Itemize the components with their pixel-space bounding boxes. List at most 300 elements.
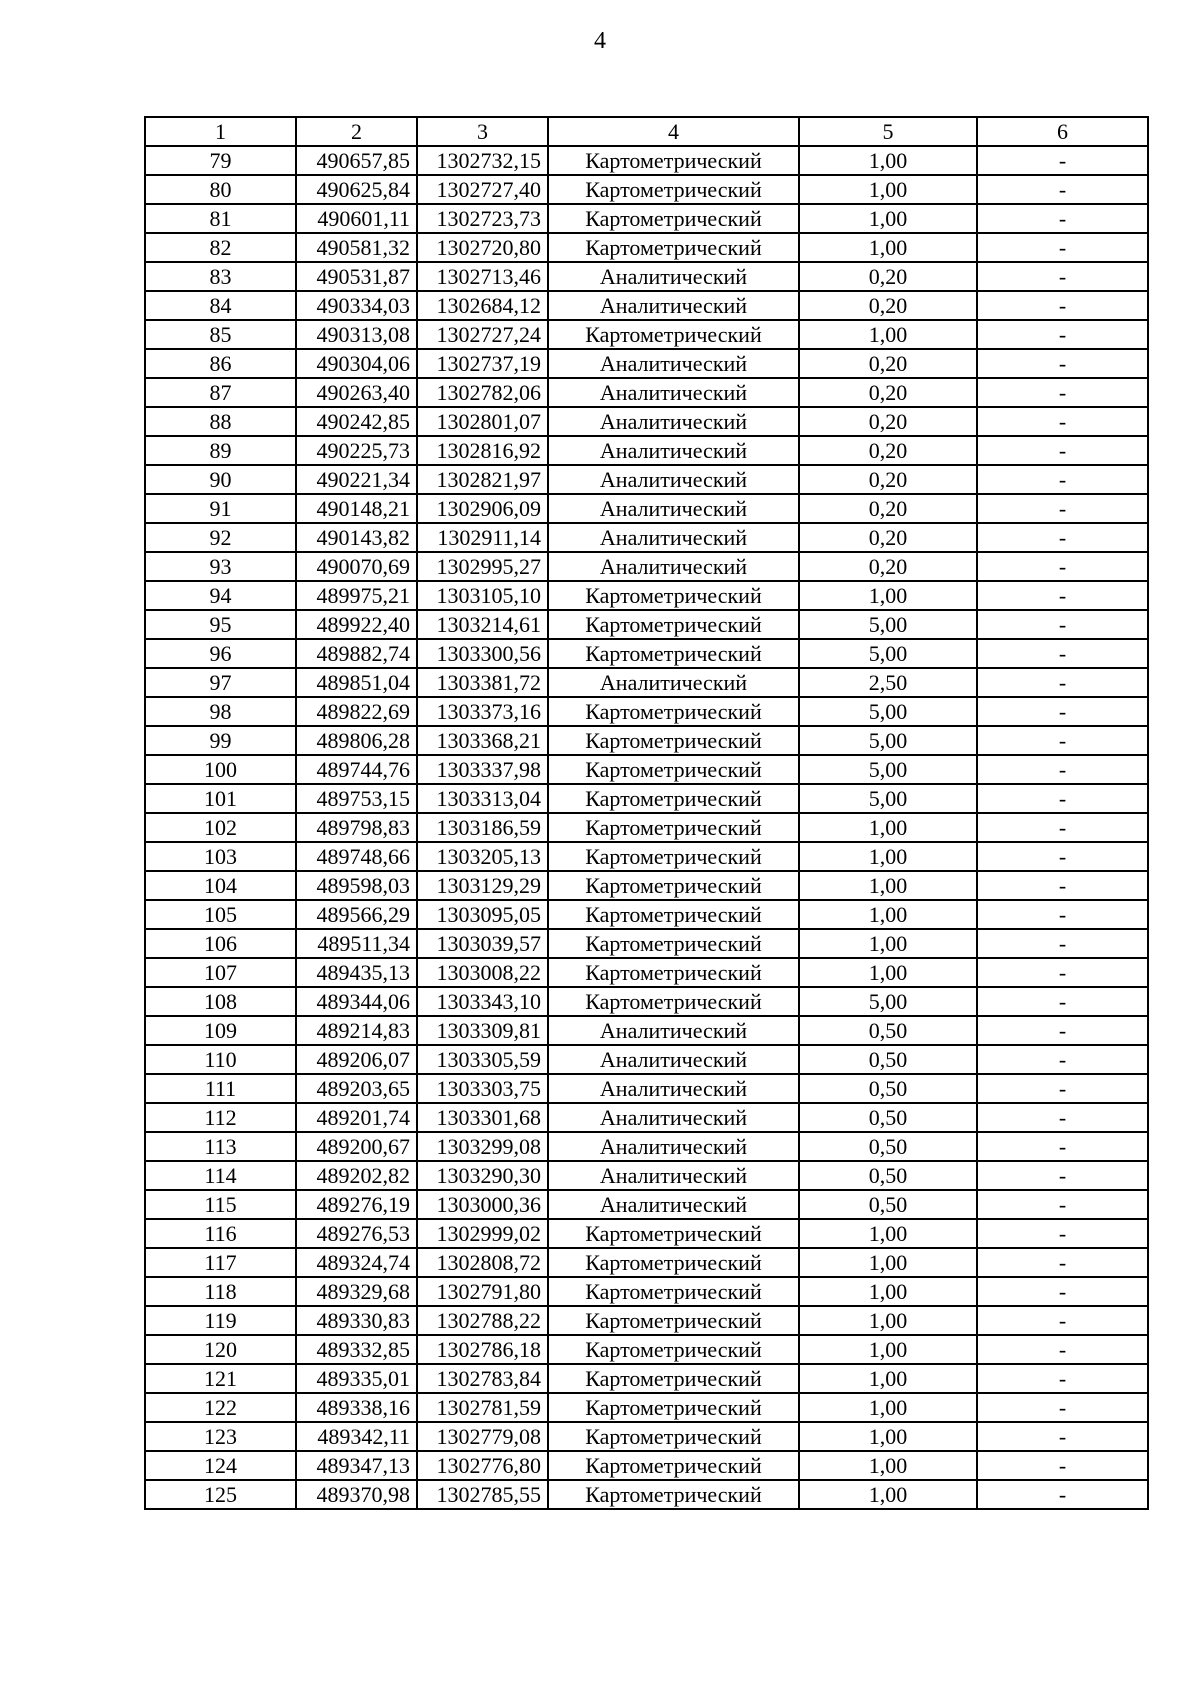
accuracy-cell: 1,00 <box>799 233 977 262</box>
description-cell: - <box>977 1219 1148 1248</box>
method-cell: Аналитический <box>548 378 799 407</box>
table-row <box>145 610 1148 639</box>
point-number-cell: 109 <box>145 1016 296 1045</box>
table-row <box>145 1248 1148 1277</box>
y-coordinate-cell: 1302995,27 <box>417 552 548 581</box>
method-cell: Картометрический <box>548 1451 799 1480</box>
method-cell: Аналитический <box>548 668 799 697</box>
accuracy-cell: 1,00 <box>799 871 977 900</box>
y-coordinate-cell: 1303305,59 <box>417 1045 548 1074</box>
y-coordinate-cell: 1303303,75 <box>417 1074 548 1103</box>
accuracy-cell: 1,00 <box>799 1451 977 1480</box>
table-row <box>145 813 1148 842</box>
table-row <box>145 755 1148 784</box>
y-coordinate-cell: 1303290,30 <box>417 1161 548 1190</box>
y-coordinate-cell: 1302779,08 <box>417 1422 548 1451</box>
description-cell: - <box>977 1248 1148 1277</box>
y-coordinate-cell: 1303309,81 <box>417 1016 548 1045</box>
y-coordinate-cell: 1302720,80 <box>417 233 548 262</box>
point-number-cell: 84 <box>145 291 296 320</box>
description-cell: - <box>977 958 1148 987</box>
y-coordinate-cell: 1302737,19 <box>417 349 548 378</box>
y-coordinate-cell: 1302808,72 <box>417 1248 548 1277</box>
method-cell: Картометрический <box>548 958 799 987</box>
y-coordinate-cell: 1303095,05 <box>417 900 548 929</box>
table-row <box>145 1480 1148 1509</box>
method-cell: Картометрический <box>548 784 799 813</box>
method-cell: Аналитический <box>548 1074 799 1103</box>
point-number-cell: 86 <box>145 349 296 378</box>
accuracy-cell: 5,00 <box>799 755 977 784</box>
y-coordinate-cell: 1302782,06 <box>417 378 548 407</box>
point-number-cell: 120 <box>145 1335 296 1364</box>
description-cell: - <box>977 1393 1148 1422</box>
table-row <box>145 233 1148 262</box>
method-cell: Картометрический <box>548 1393 799 1422</box>
accuracy-cell: 1,00 <box>799 813 977 842</box>
accuracy-cell: 1,00 <box>799 1335 977 1364</box>
description-cell: - <box>977 465 1148 494</box>
y-coordinate-cell: 1302727,40 <box>417 175 548 204</box>
point-number-cell: 100 <box>145 755 296 784</box>
description-cell: - <box>977 378 1148 407</box>
table-row <box>145 668 1148 697</box>
accuracy-cell: 1,00 <box>799 320 977 349</box>
x-coordinate-cell: 489598,03 <box>296 871 417 900</box>
description-cell: - <box>977 1045 1148 1074</box>
table-row <box>145 1451 1148 1480</box>
table-row <box>145 1277 1148 1306</box>
description-cell: - <box>977 668 1148 697</box>
point-number-cell: 88 <box>145 407 296 436</box>
method-cell: Картометрический <box>548 146 799 175</box>
x-coordinate-cell: 489922,40 <box>296 610 417 639</box>
x-coordinate-cell: 490531,87 <box>296 262 417 291</box>
point-number-cell: 96 <box>145 639 296 668</box>
point-number-cell: 93 <box>145 552 296 581</box>
table-row <box>145 1103 1148 1132</box>
accuracy-cell: 0,20 <box>799 291 977 320</box>
x-coordinate-cell: 489330,83 <box>296 1306 417 1335</box>
x-coordinate-cell: 490625,84 <box>296 175 417 204</box>
accuracy-cell: 5,00 <box>799 784 977 813</box>
method-cell: Картометрический <box>548 842 799 871</box>
point-number-cell: 101 <box>145 784 296 813</box>
y-coordinate-cell: 1302713,46 <box>417 262 548 291</box>
description-cell: - <box>977 755 1148 784</box>
y-coordinate-cell: 1303337,98 <box>417 755 548 784</box>
y-coordinate-cell: 1302785,55 <box>417 1480 548 1509</box>
table-row <box>145 1161 1148 1190</box>
point-number-cell: 121 <box>145 1364 296 1393</box>
method-cell: Картометрический <box>548 204 799 233</box>
x-coordinate-cell: 489744,76 <box>296 755 417 784</box>
description-cell: - <box>977 1451 1148 1480</box>
x-coordinate-cell: 489822,69 <box>296 697 417 726</box>
method-cell: Картометрический <box>548 1422 799 1451</box>
point-number-cell: 108 <box>145 987 296 1016</box>
accuracy-cell: 1,00 <box>799 204 977 233</box>
accuracy-cell: 1,00 <box>799 1306 977 1335</box>
point-number-cell: 103 <box>145 842 296 871</box>
point-number-cell: 105 <box>145 900 296 929</box>
y-coordinate-cell: 1302732,15 <box>417 146 548 175</box>
point-number-cell: 111 <box>145 1074 296 1103</box>
accuracy-cell: 1,00 <box>799 175 977 204</box>
method-cell: Картометрический <box>548 1480 799 1509</box>
accuracy-cell: 1,00 <box>799 581 977 610</box>
description-cell: - <box>977 494 1148 523</box>
x-coordinate-cell: 489201,74 <box>296 1103 417 1132</box>
column-header: 3 <box>417 117 548 146</box>
method-cell: Аналитический <box>548 262 799 291</box>
method-cell: Аналитический <box>548 465 799 494</box>
description-cell: - <box>977 407 1148 436</box>
point-number-cell: 87 <box>145 378 296 407</box>
x-coordinate-cell: 489753,15 <box>296 784 417 813</box>
method-cell: Аналитический <box>548 494 799 523</box>
table-row <box>145 1422 1148 1451</box>
method-cell: Картометрический <box>548 1219 799 1248</box>
y-coordinate-cell: 1303205,13 <box>417 842 548 871</box>
point-number-cell: 92 <box>145 523 296 552</box>
accuracy-cell: 1,00 <box>799 900 977 929</box>
method-cell: Аналитический <box>548 1132 799 1161</box>
description-cell: - <box>977 784 1148 813</box>
description-cell: - <box>977 900 1148 929</box>
y-coordinate-cell: 1303313,04 <box>417 784 548 813</box>
point-number-cell: 106 <box>145 929 296 958</box>
y-coordinate-cell: 1303373,16 <box>417 697 548 726</box>
column-header: 1 <box>145 117 296 146</box>
table-row <box>145 581 1148 610</box>
x-coordinate-cell: 489748,66 <box>296 842 417 871</box>
accuracy-cell: 5,00 <box>799 726 977 755</box>
table-row <box>145 842 1148 871</box>
y-coordinate-cell: 1302684,12 <box>417 291 548 320</box>
description-cell: - <box>977 175 1148 204</box>
method-cell: Картометрический <box>548 581 799 610</box>
table-row <box>145 262 1148 291</box>
y-coordinate-cell: 1303039,57 <box>417 929 548 958</box>
description-cell: - <box>977 1074 1148 1103</box>
point-number-cell: 117 <box>145 1248 296 1277</box>
table-row <box>145 494 1148 523</box>
table-row <box>145 1219 1148 1248</box>
y-coordinate-cell: 1303368,21 <box>417 726 548 755</box>
method-cell: Аналитический <box>548 1045 799 1074</box>
table-row <box>145 987 1148 1016</box>
column-header: 5 <box>799 117 977 146</box>
accuracy-cell: 0,20 <box>799 378 977 407</box>
point-number-cell: 80 <box>145 175 296 204</box>
x-coordinate-cell: 489347,13 <box>296 1451 417 1480</box>
table-row <box>145 146 1148 175</box>
accuracy-cell: 5,00 <box>799 697 977 726</box>
method-cell: Аналитический <box>548 407 799 436</box>
y-coordinate-cell: 1303300,56 <box>417 639 548 668</box>
description-cell: - <box>977 262 1148 291</box>
description-cell: - <box>977 523 1148 552</box>
x-coordinate-cell: 489214,83 <box>296 1016 417 1045</box>
description-cell: - <box>977 233 1148 262</box>
table-row <box>145 378 1148 407</box>
description-cell: - <box>977 929 1148 958</box>
table-row <box>145 1364 1148 1393</box>
y-coordinate-cell: 1303105,10 <box>417 581 548 610</box>
point-number-cell: 122 <box>145 1393 296 1422</box>
accuracy-cell: 0,50 <box>799 1103 977 1132</box>
description-cell: - <box>977 726 1148 755</box>
point-number-cell: 94 <box>145 581 296 610</box>
description-cell: - <box>977 697 1148 726</box>
point-number-cell: 104 <box>145 871 296 900</box>
accuracy-cell: 5,00 <box>799 610 977 639</box>
accuracy-cell: 0,20 <box>799 523 977 552</box>
method-cell: Картометрический <box>548 233 799 262</box>
table-row <box>145 320 1148 349</box>
method-cell: Аналитический <box>548 1016 799 1045</box>
x-coordinate-cell: 489200,67 <box>296 1132 417 1161</box>
point-number-cell: 118 <box>145 1277 296 1306</box>
table-row <box>145 958 1148 987</box>
description-cell: - <box>977 1132 1148 1161</box>
point-number-cell: 82 <box>145 233 296 262</box>
method-cell: Аналитический <box>548 436 799 465</box>
x-coordinate-cell: 490143,82 <box>296 523 417 552</box>
y-coordinate-cell: 1302816,92 <box>417 436 548 465</box>
table-row <box>145 1306 1148 1335</box>
y-coordinate-cell: 1303343,10 <box>417 987 548 1016</box>
x-coordinate-cell: 489806,28 <box>296 726 417 755</box>
page-number: 4 <box>594 28 606 54</box>
method-cell: Картометрический <box>548 320 799 349</box>
table-row <box>145 871 1148 900</box>
method-cell: Картометрический <box>548 726 799 755</box>
description-cell: - <box>977 639 1148 668</box>
x-coordinate-cell: 489435,13 <box>296 958 417 987</box>
method-cell: Картометрический <box>548 639 799 668</box>
accuracy-cell: 1,00 <box>799 1422 977 1451</box>
accuracy-cell: 1,00 <box>799 1277 977 1306</box>
y-coordinate-cell: 1302723,73 <box>417 204 548 233</box>
point-number-cell: 102 <box>145 813 296 842</box>
accuracy-cell: 0,20 <box>799 407 977 436</box>
method-cell: Картометрический <box>548 610 799 639</box>
method-cell: Картометрический <box>548 813 799 842</box>
point-number-cell: 107 <box>145 958 296 987</box>
x-coordinate-cell: 490304,06 <box>296 349 417 378</box>
table-row <box>145 291 1148 320</box>
description-cell: - <box>977 1364 1148 1393</box>
point-number-cell: 98 <box>145 697 296 726</box>
description-cell: - <box>977 436 1148 465</box>
x-coordinate-cell: 489206,07 <box>296 1045 417 1074</box>
x-coordinate-cell: 489851,04 <box>296 668 417 697</box>
point-number-cell: 97 <box>145 668 296 697</box>
description-cell: - <box>977 1016 1148 1045</box>
table-row <box>145 1190 1148 1219</box>
y-coordinate-cell: 1303301,68 <box>417 1103 548 1132</box>
description-cell: - <box>977 204 1148 233</box>
table-body <box>145 146 1148 1509</box>
accuracy-cell: 0,20 <box>799 436 977 465</box>
accuracy-cell: 1,00 <box>799 146 977 175</box>
x-coordinate-cell: 490225,73 <box>296 436 417 465</box>
y-coordinate-cell: 1303299,08 <box>417 1132 548 1161</box>
table-row <box>145 1335 1148 1364</box>
description-cell: - <box>977 987 1148 1016</box>
x-coordinate-cell: 490601,11 <box>296 204 417 233</box>
method-cell: Аналитический <box>548 523 799 552</box>
description-cell: - <box>977 1190 1148 1219</box>
accuracy-cell: 0,20 <box>799 552 977 581</box>
description-cell: - <box>977 581 1148 610</box>
accuracy-cell: 1,00 <box>799 958 977 987</box>
method-cell: Аналитический <box>548 1161 799 1190</box>
description-cell: - <box>977 1422 1148 1451</box>
accuracy-cell: 0,50 <box>799 1161 977 1190</box>
description-cell: - <box>977 1480 1148 1509</box>
accuracy-cell: 0,20 <box>799 349 977 378</box>
accuracy-cell: 0,50 <box>799 1132 977 1161</box>
accuracy-cell: 0,50 <box>799 1045 977 1074</box>
table-row <box>145 175 1148 204</box>
y-coordinate-cell: 1302999,02 <box>417 1219 548 1248</box>
method-cell: Картометрический <box>548 175 799 204</box>
y-coordinate-cell: 1303381,72 <box>417 668 548 697</box>
method-cell: Картометрический <box>548 900 799 929</box>
point-number-cell: 124 <box>145 1451 296 1480</box>
x-coordinate-cell: 489332,85 <box>296 1335 417 1364</box>
x-coordinate-cell: 489344,06 <box>296 987 417 1016</box>
y-coordinate-cell: 1302911,14 <box>417 523 548 552</box>
x-coordinate-cell: 489202,82 <box>296 1161 417 1190</box>
point-number-cell: 81 <box>145 204 296 233</box>
point-number-cell: 113 <box>145 1132 296 1161</box>
point-number-cell: 90 <box>145 465 296 494</box>
y-coordinate-cell: 1302791,80 <box>417 1277 548 1306</box>
accuracy-cell: 0,50 <box>799 1074 977 1103</box>
x-coordinate-cell: 490242,85 <box>296 407 417 436</box>
method-cell: Картометрический <box>548 1248 799 1277</box>
point-number-cell: 83 <box>145 262 296 291</box>
table-row <box>145 1132 1148 1161</box>
method-cell: Картометрический <box>548 871 799 900</box>
accuracy-cell: 0,20 <box>799 262 977 291</box>
x-coordinate-cell: 490221,34 <box>296 465 417 494</box>
description-cell: - <box>977 320 1148 349</box>
y-coordinate-cell: 1303000,36 <box>417 1190 548 1219</box>
point-number-cell: 91 <box>145 494 296 523</box>
column-header: 2 <box>296 117 417 146</box>
method-cell: Аналитический <box>548 552 799 581</box>
accuracy-cell: 0,50 <box>799 1190 977 1219</box>
table-row <box>145 523 1148 552</box>
method-cell: Аналитический <box>548 1190 799 1219</box>
point-number-cell: 110 <box>145 1045 296 1074</box>
table-row <box>145 1393 1148 1422</box>
description-cell: - <box>977 813 1148 842</box>
y-coordinate-cell: 1302786,18 <box>417 1335 548 1364</box>
y-coordinate-cell: 1303129,29 <box>417 871 548 900</box>
accuracy-cell: 1,00 <box>799 1219 977 1248</box>
table-row <box>145 1016 1148 1045</box>
table-row <box>145 436 1148 465</box>
x-coordinate-cell: 489370,98 <box>296 1480 417 1509</box>
method-cell: Картометрический <box>548 929 799 958</box>
description-cell: - <box>977 1161 1148 1190</box>
x-coordinate-cell: 490070,69 <box>296 552 417 581</box>
accuracy-cell: 0,20 <box>799 494 977 523</box>
coordinates-table <box>144 116 1149 1510</box>
x-coordinate-cell: 489511,34 <box>296 929 417 958</box>
method-cell: Картометрический <box>548 755 799 784</box>
y-coordinate-cell: 1302906,09 <box>417 494 548 523</box>
method-cell: Аналитический <box>548 1103 799 1132</box>
x-coordinate-cell: 489882,74 <box>296 639 417 668</box>
x-coordinate-cell: 489338,16 <box>296 1393 417 1422</box>
point-number-cell: 89 <box>145 436 296 465</box>
y-coordinate-cell: 1302783,84 <box>417 1364 548 1393</box>
table-row <box>145 697 1148 726</box>
method-cell: Аналитический <box>548 349 799 378</box>
point-number-cell: 112 <box>145 1103 296 1132</box>
point-number-cell: 116 <box>145 1219 296 1248</box>
table-row <box>145 1045 1148 1074</box>
accuracy-cell: 5,00 <box>799 987 977 1016</box>
column-header: 6 <box>977 117 1148 146</box>
x-coordinate-cell: 489324,74 <box>296 1248 417 1277</box>
point-number-cell: 119 <box>145 1306 296 1335</box>
y-coordinate-cell: 1302776,80 <box>417 1451 548 1480</box>
point-number-cell: 95 <box>145 610 296 639</box>
table-row <box>145 784 1148 813</box>
y-coordinate-cell: 1303214,61 <box>417 610 548 639</box>
table-header-row <box>145 117 1148 146</box>
description-cell: - <box>977 291 1148 320</box>
accuracy-cell: 1,00 <box>799 1393 977 1422</box>
point-number-cell: 123 <box>145 1422 296 1451</box>
method-cell: Картометрический <box>548 1335 799 1364</box>
table-row <box>145 407 1148 436</box>
x-coordinate-cell: 490263,40 <box>296 378 417 407</box>
x-coordinate-cell: 489335,01 <box>296 1364 417 1393</box>
point-number-cell: 114 <box>145 1161 296 1190</box>
y-coordinate-cell: 1302821,97 <box>417 465 548 494</box>
x-coordinate-cell: 490657,85 <box>296 146 417 175</box>
method-cell: Аналитический <box>548 291 799 320</box>
x-coordinate-cell: 489276,19 <box>296 1190 417 1219</box>
description-cell: - <box>977 1103 1148 1132</box>
y-coordinate-cell: 1303008,22 <box>417 958 548 987</box>
accuracy-cell: 1,00 <box>799 1248 977 1277</box>
point-number-cell: 115 <box>145 1190 296 1219</box>
y-coordinate-cell: 1302801,07 <box>417 407 548 436</box>
description-cell: - <box>977 552 1148 581</box>
description-cell: - <box>977 1277 1148 1306</box>
y-coordinate-cell: 1303186,59 <box>417 813 548 842</box>
method-cell: Картометрический <box>548 1364 799 1393</box>
table-row <box>145 349 1148 378</box>
table-row <box>145 929 1148 958</box>
x-coordinate-cell: 490334,03 <box>296 291 417 320</box>
point-number-cell: 85 <box>145 320 296 349</box>
accuracy-cell: 1,00 <box>799 842 977 871</box>
description-cell: - <box>977 871 1148 900</box>
point-number-cell: 99 <box>145 726 296 755</box>
x-coordinate-cell: 489329,68 <box>296 1277 417 1306</box>
